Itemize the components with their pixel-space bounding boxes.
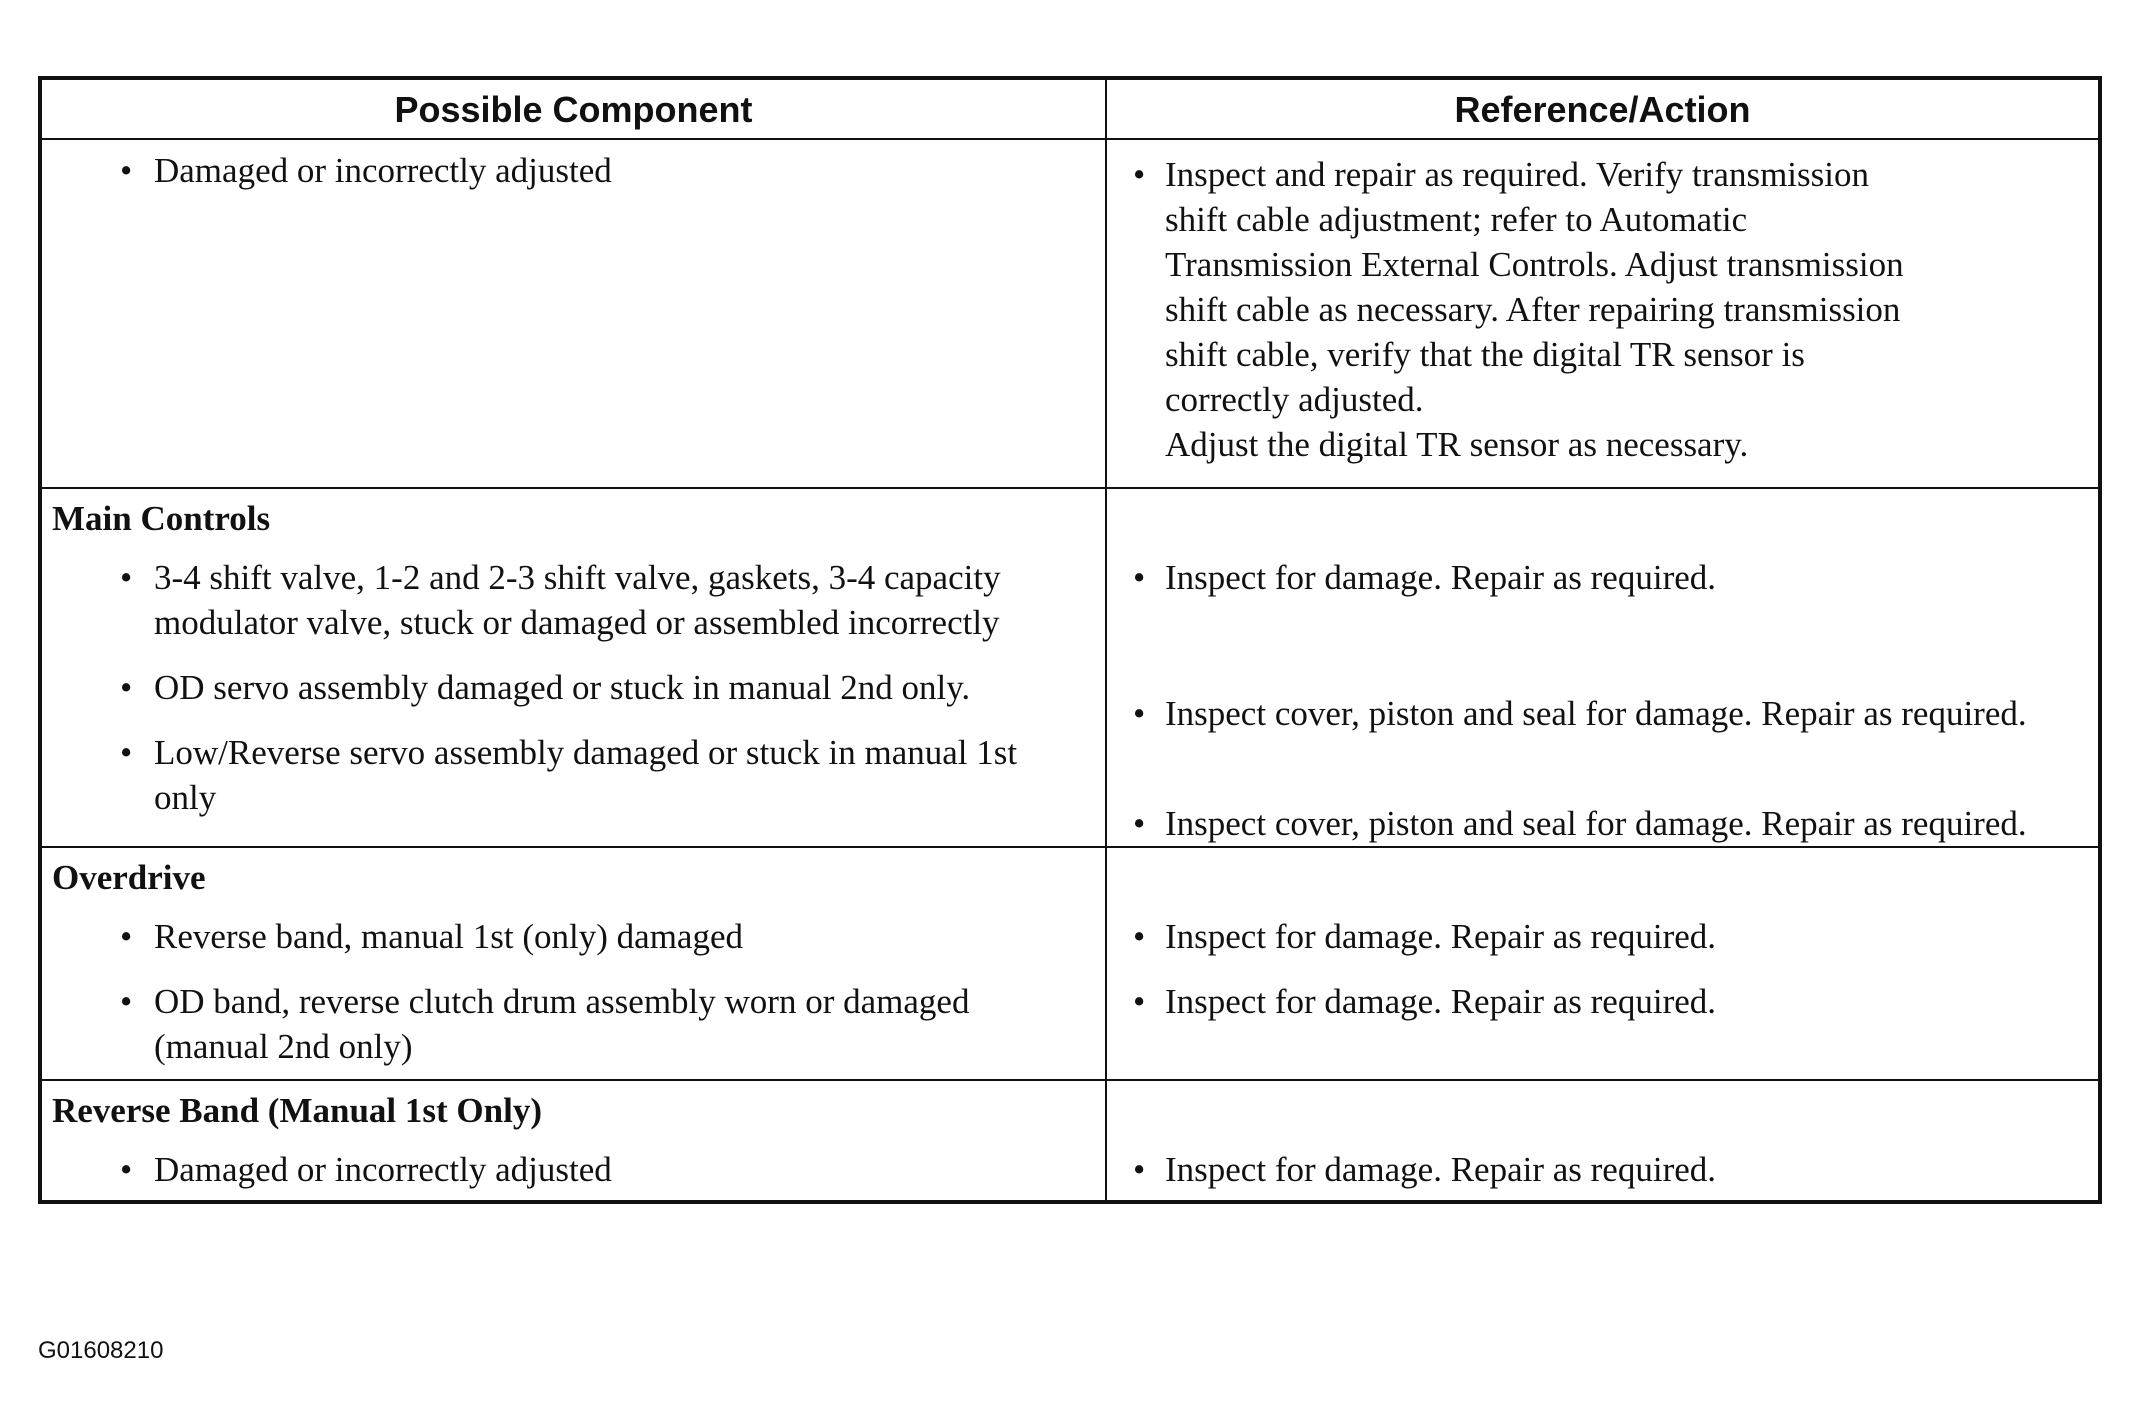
table-row — [40, 847, 2100, 1080]
action-line: • Inspect and repair as required. Verify transmission — [1165, 155, 1869, 194]
section-heading-overdrive: Overdrive — [52, 858, 206, 897]
action-note: Adjust the digital TR sensor as necessary. — [1165, 425, 1749, 464]
diagnosis-table — [38, 76, 2102, 1204]
header-possible-component: Possible Component — [40, 78, 1106, 139]
list-item: • Inspect for damage. Repair as required. — [1107, 1147, 2098, 1192]
list-item: • Damaged or incorrectly adjusted — [42, 148, 1105, 193]
list-item: • Reverse band, manual 1st (only) damaged — [42, 914, 1105, 959]
figure-id: G01608210 — [38, 1337, 164, 1364]
section-heading-reverse-band: Reverse Band (Manual 1st Only) — [52, 1091, 542, 1130]
list-item: • OD band, reverse clutch drum assembly worn or damaged (manual 2nd only) — [42, 979, 1105, 1069]
action-line: shift cable adjustment; refer to Automatic — [1165, 200, 1748, 239]
component-cell — [40, 488, 1106, 847]
list-item: • Inspect for damage. Repair as required. — [1107, 555, 2098, 691]
action-line: shift cable as necessary. After repairing transmission — [1165, 290, 1901, 329]
header-reference-action: Reference/Action — [1106, 78, 2100, 139]
component-cell — [40, 1080, 1106, 1202]
table-row — [40, 139, 2100, 488]
table-row — [40, 488, 2100, 847]
list-item: • Inspect cover, piston and seal for damage. Repair as required. — [1107, 691, 2098, 801]
list-item: • Inspect cover, piston and seal for damage. Repair as required. — [1107, 801, 2098, 846]
action-cell — [1106, 1080, 2100, 1202]
action-cell — [1106, 139, 2100, 488]
component-cell — [40, 847, 1106, 1080]
list-item: • Inspect for damage. Repair as required. — [1107, 914, 2098, 979]
action-cell — [1106, 847, 2100, 1080]
component-cell — [40, 139, 1106, 488]
action-line: Transmission External Controls. Adjust transmission — [1165, 245, 1904, 284]
section-heading-main-controls: Main Controls — [52, 499, 271, 538]
list-item: • Low/Reverse servo assembly damaged or stuck in manual 1st only — [42, 730, 1105, 820]
table-row — [40, 1080, 2100, 1202]
list-item: • Inspect for damage. Repair as required. — [1107, 979, 2098, 1024]
action-line: shift cable, verify that the digital TR sensor is — [1165, 335, 1805, 374]
list-item: • OD servo assembly damaged or stuck in manual 2nd only. — [42, 665, 1105, 710]
action-line: correctly adjusted. — [1165, 380, 1424, 419]
list-item: • Damaged or incorrectly adjusted — [42, 1147, 1105, 1192]
diagnosis-sheet — [38, 76, 2098, 1204]
header-row — [40, 78, 2100, 139]
list-item — [1107, 152, 2098, 467]
list-item: • 3-4 shift valve, 1-2 and 2-3 shift valve, gaskets, 3-4 capacity modulator valve, stuck or damaged or assembled incorrectly — [42, 555, 1105, 645]
action-cell — [1106, 488, 2100, 847]
